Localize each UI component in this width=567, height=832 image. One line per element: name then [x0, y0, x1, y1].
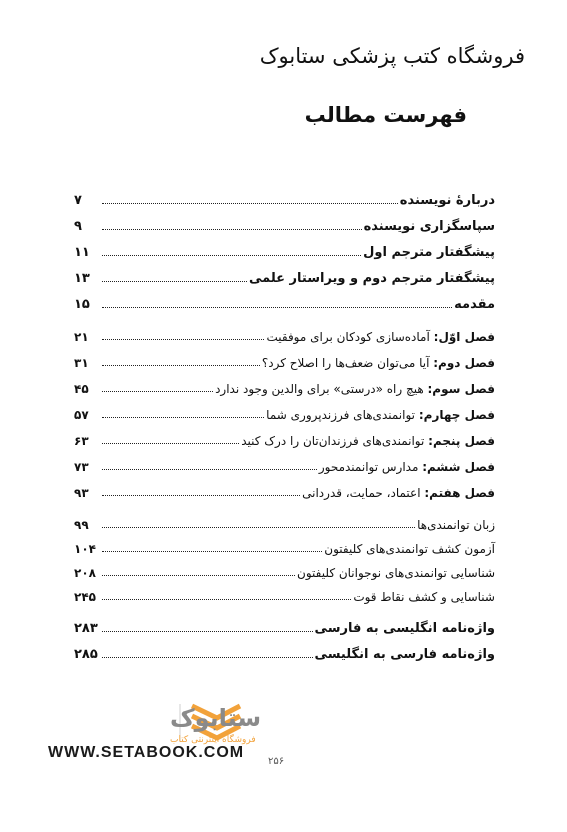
- toc-entry[interactable]: [74, 348, 495, 370]
- leader-dots: [102, 551, 322, 552]
- toc-entry[interactable]: [74, 478, 495, 500]
- toc-entry[interactable]: [74, 452, 495, 474]
- toc-entry[interactable]: [74, 238, 495, 260]
- toc-entry-page: ۲۸۳: [74, 621, 98, 636]
- toc-entry-page: ۹۹: [74, 518, 89, 532]
- toc-entry-label: توانمندی‌های فرزندان‌تان را درک کنید: [241, 434, 429, 448]
- toc-entry-label: دربارهٔ نویسنده: [399, 193, 495, 208]
- toc-entry-page: ۹: [74, 219, 82, 234]
- toc-entry-label: پیشگفتار مترجم دوم و ویراستار علمی: [248, 271, 495, 286]
- leader-dots: [102, 631, 313, 632]
- toc-entry-label: توانمندی‌های فرزندپروری شما: [266, 408, 419, 422]
- leader-dots: [102, 495, 300, 496]
- leader-dots: [102, 391, 213, 392]
- logo-brand-text: ستابوک: [170, 704, 262, 732]
- toc-entry-label: واژه‌نامه فارسی به انگلیسی: [314, 647, 495, 662]
- toc-entry-label: سپاسگزاری نویسنده: [363, 219, 495, 234]
- toc-entry-page: ۳۱: [74, 356, 89, 370]
- toc-entry[interactable]: [74, 640, 495, 662]
- leader-dots: [102, 255, 361, 256]
- toc-entry-page: ۴۵: [74, 382, 89, 396]
- toc-entry[interactable]: [74, 510, 495, 532]
- chapter-prefix: فصل پنجم:: [428, 434, 495, 448]
- chapter-prefix: فصل اوّل:: [433, 330, 495, 344]
- leader-dots: [102, 229, 362, 230]
- toc-entry-label: هیچ راه «درستی» برای والدین وجود ندارد: [215, 382, 428, 396]
- leader-dots: [102, 657, 313, 658]
- leader-dots: [102, 281, 247, 282]
- page-header-title: فروشگاه کتب پزشکی ستابوک: [259, 44, 525, 68]
- leader-dots: [102, 339, 264, 340]
- toc-entry[interactable]: [74, 264, 495, 286]
- page-number: ۲۵۶: [268, 756, 285, 767]
- leader-dots: [102, 469, 317, 470]
- toc-entry[interactable]: [74, 186, 495, 208]
- setabook-logo: [52, 698, 262, 748]
- toc-entry-page: ۹۳: [74, 486, 89, 500]
- chapter-prefix: فصل سوم:: [427, 382, 495, 396]
- logo-tagline: فروشگاه اینترنتی کتاب: [170, 735, 256, 745]
- toc-entry[interactable]: [74, 374, 495, 396]
- leader-dots: [102, 203, 398, 204]
- toc-entry-label: آیا می‌توان ضعف‌ها را اصلاح کرد؟: [261, 356, 434, 370]
- leader-dots: [102, 307, 452, 308]
- leader-dots: [102, 599, 351, 600]
- chapter-prefix: فصل ششم:: [422, 460, 495, 474]
- toc-entry[interactable]: [74, 534, 495, 556]
- toc-heading: فهرست مطالب: [304, 103, 467, 127]
- toc-entry[interactable]: [74, 400, 495, 422]
- toc-entry-label: مقدمه: [454, 297, 495, 312]
- toc-entry-label: شناسایی توانمندی‌های نوجوانان کلیفتون: [297, 566, 495, 580]
- toc-entry-label: آزمون کشف توانمندی‌های کلیفتون: [324, 542, 495, 556]
- toc-entry-page: ۲۴۵: [74, 590, 96, 604]
- toc-entry[interactable]: [74, 290, 495, 312]
- toc-entry[interactable]: [74, 426, 495, 448]
- leader-dots: [102, 417, 264, 418]
- toc-entry-label: مدارس توانمندمحور: [318, 460, 423, 474]
- toc-entry-label: زبان توانمندی‌ها: [417, 518, 495, 532]
- toc-entry-label: پیشگفتار مترجم اول: [363, 245, 495, 260]
- toc-entry-label: شناسایی و کشف نقاط قوت: [353, 590, 495, 604]
- chapter-prefix: فصل چهارم:: [418, 408, 495, 422]
- leader-dots: [102, 443, 239, 444]
- leader-dots: [102, 575, 295, 576]
- toc-entry-page: ۱۳: [74, 271, 90, 286]
- toc-entry[interactable]: [74, 322, 495, 344]
- website-url[interactable]: WWW.SETABOOK.COM: [48, 744, 245, 761]
- toc-entry-page: ۵۷: [74, 408, 89, 422]
- toc-entry-label: آماده‌سازی کودکان برای موفقیت: [266, 330, 434, 344]
- toc-entry[interactable]: [74, 558, 495, 580]
- toc-entry[interactable]: [74, 582, 495, 604]
- toc-entry-page: ۷۳: [74, 460, 89, 474]
- toc-entry-page: ۱۱: [74, 245, 90, 260]
- toc-entry-page: ۶۳: [74, 434, 89, 448]
- toc-entry-page: ۱۰۴: [74, 542, 96, 556]
- leader-dots: [102, 527, 415, 528]
- toc-entry-page: ۲۸۵: [74, 647, 98, 662]
- toc-entry-page: ۲۰۸: [74, 566, 96, 580]
- toc-entry-label: واژه‌نامه انگلیسی به فارسی: [314, 621, 495, 636]
- chapter-prefix: فصل دوم:: [433, 356, 495, 370]
- toc-entry[interactable]: [74, 614, 495, 636]
- toc-entry-label: اعتماد، حمایت، قدردانی: [302, 486, 425, 500]
- toc-entry[interactable]: [74, 212, 495, 234]
- leader-dots: [102, 365, 260, 366]
- toc-entry-page: ۱۵: [74, 297, 90, 312]
- toc-entry-page: ۷: [74, 193, 82, 208]
- chapter-prefix: فصل هفتم:: [424, 486, 495, 500]
- toc-entry-page: ۲۱: [74, 330, 89, 344]
